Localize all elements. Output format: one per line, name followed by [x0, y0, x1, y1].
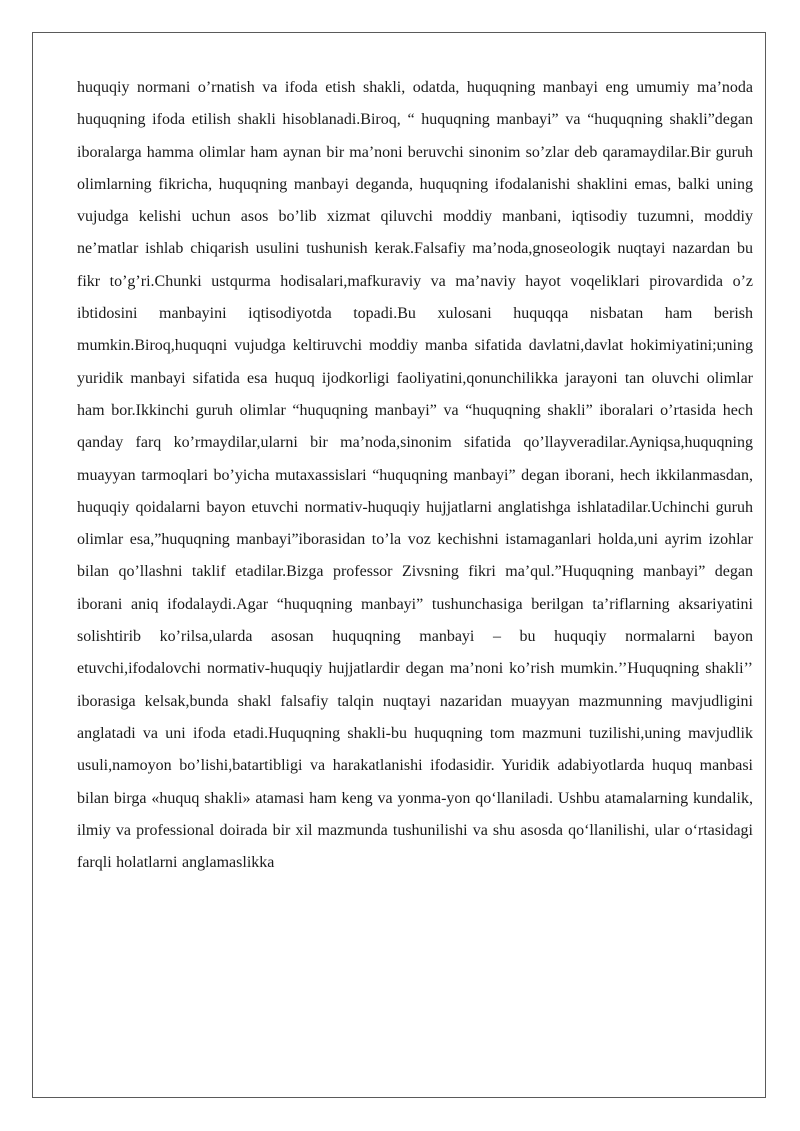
- document-body: [77, 72, 753, 879]
- body-paragraph: huquqiy normani o’rnatish va ifoda etish shakli, odatda, huquqning manbayi eng umumiy ma’noda huquqning ifoda etilish shakli hisoblanadi.Biroq, “ huquqning manbayi” va “huquqning shakli”degan iboralarga hamma olimlar ham aynan bir ma’noni beruvchi sinonim so’zlar deb qaramaydilar.Bir guruh olimlarning fikricha, huquqning manbayi deganda, huquqning ifodalanishi shaklini emas, balki uning vujudga kelishi uchun asos bo’lib xizmat qiluvchi moddiy manbani, iqtisodiy tuzumni, moddiy ne’matlar ishlab chiqarish usulini tushunish kerak.Falsafiy ma’noda,gnoseologik nuqtayi nazardan bu fikr to’g’ri.Chunki ustqurma hodisalari,mafkuraviy va ma’naviy hayot voqeliklari pirovardida o’z ibtidosini manbayini iqtisodiyotda topadi.Bu xulosani huquqqa nisbatan ham berish mumkin.Biroq,huquqni vujudga keltiruvchi moddiy manba sifatida davlatni,davlat hokimiyatini;uning yuridik manbayi sifatida esa huquq ijodkorligi faoliyatini,qonunchilikka jarayoni tan oluvchi olimlar ham bor.Ikkinchi guruh olimlar “huquqning manbayi” va “huquqning shakli” iboralari o’rtasida hech qanday farq ko’rmaydilar,ularni bir ma’noda,sinonim sifatida qo’llayveradilar.Ayniqsa,huquqning muayyan tarmoqlari bo’yicha mutaxassislari “huquqning manbayi” degan iborani, hech ikkilanmasdan, huquqiy qoidalarni bayon etuvchi normativ-huquqiy hujjatlarni anglatishga ishlatadilar.Uchinchi guruh olimlar esa,”huquqning manbayi”iborasidan to’la voz kechishni istamaganlari holda,uni ayrim izohlar bilan qo’llashni taklif etadilar.Bizga professor Zivsning fikri ma’qul.”Huquqning manbayi” degan iborani aniq ifodalaydi.Agar “huquqning manbayi” tushunchasiga berilgan ta’riflarning aksariyatini solishtirib ko’rilsa,ularda asosan huquqning manbayi – bu huquqiy normalarni bayon etuvchi,ifodalovchi normativ-huquqiy hujjatlardir degan ma’noni ko’rish mumkin.’’Huquqning shakli’’ iborasiga kelsak,bunda shakl falsafiy talqin nuqtayi nazaridan muayyan mazmunning mavjudligini anglatadi va uni ifoda etadi.Huquqning shakli-bu huquqning tom mazmuni tuzilishi,uning mavjudlik usuli,namoyon bo’lishi,batartibligi va harakatlanishi ifodasidir. Yuridik adabiyotlarda huquq manbasi bilan birga «huquq shakli» atamasi ham keng va yonma-yon qo‘llaniladi. Ushbu atamalarning kundalik, ilmiy va professional doirada bir xil mazmunda tushunilishi va shu asosda qo‘llanilishi, ular o‘rtasidagi farqli holatlarni anglamaslikka: [77, 79, 753, 872]
